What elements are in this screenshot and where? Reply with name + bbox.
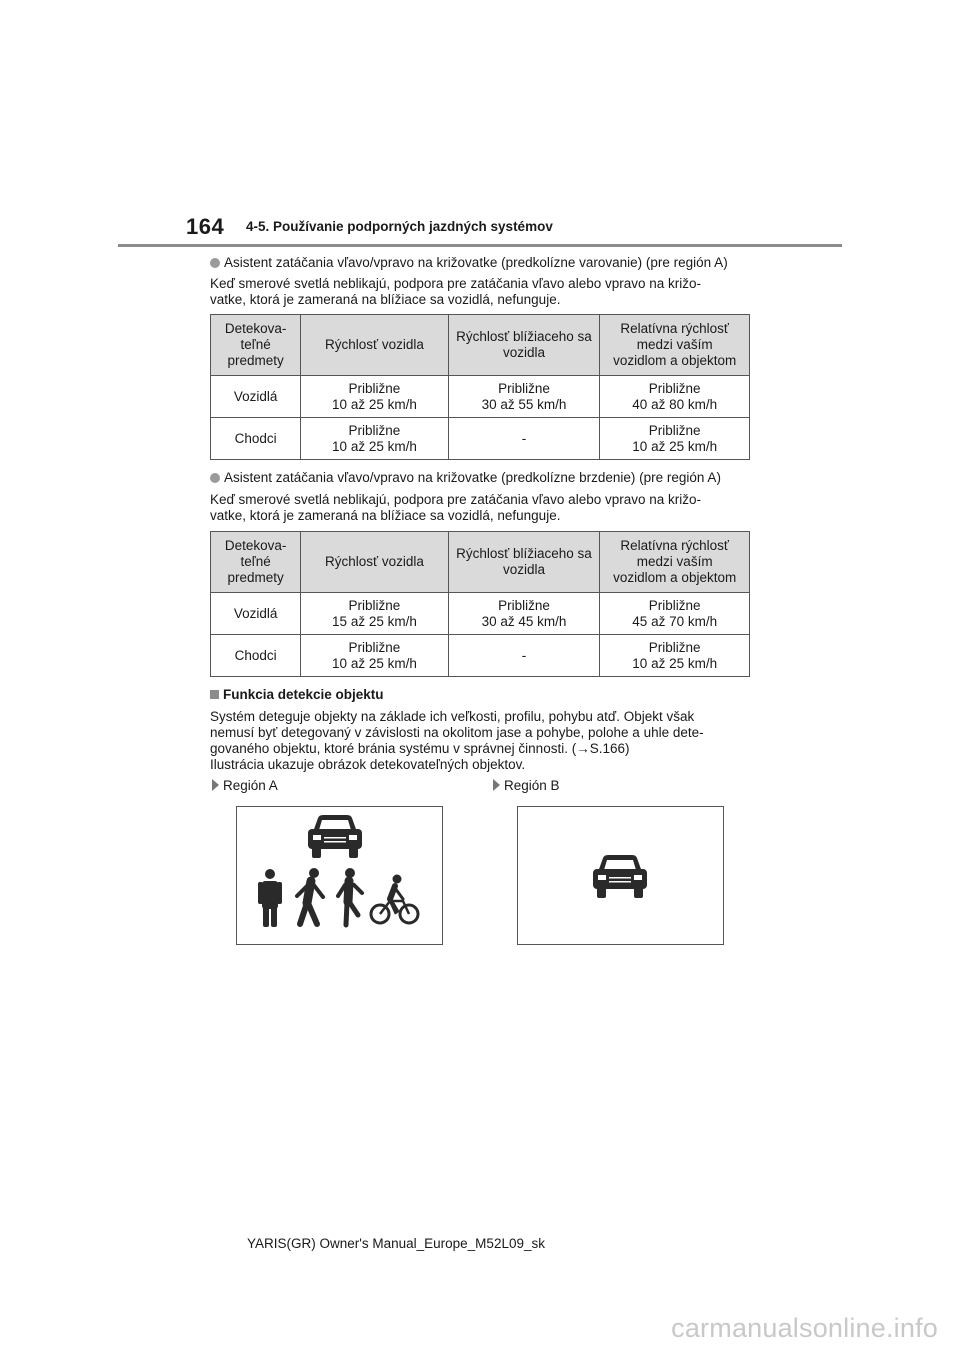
page-number: 164 — [186, 214, 225, 239]
cell-line: Rýchlosť vozidla — [325, 554, 424, 569]
cell-line: Relatívna rýchlosť — [620, 538, 729, 553]
cell-line: teľné — [240, 554, 271, 569]
table-header-row — [211, 532, 750, 593]
table-row — [211, 418, 750, 460]
cell-line: vozidlom a objektom — [613, 570, 737, 585]
bullet-warning — [210, 255, 728, 270]
cyclist-icon — [371, 875, 418, 924]
cell-line: medzi vaším — [636, 337, 713, 352]
pedestrian-walking-icon — [297, 868, 323, 924]
table-cell — [448, 418, 600, 460]
table-cell — [600, 376, 750, 418]
square-bullet-icon — [210, 690, 219, 699]
speed-table-warning — [210, 314, 750, 460]
cell-line: vozidla — [502, 345, 546, 360]
paragraph — [210, 276, 750, 308]
cell-line: predmety — [227, 570, 284, 585]
table-header-cell — [600, 532, 750, 593]
footer-text: YARIS(GR) Owner's Manual_Europe_M52L09_sk — [247, 1236, 545, 1251]
cell-line: 30 až 55 km/h — [481, 396, 567, 412]
cell-line: 10 až 25 km/h — [632, 438, 718, 454]
table-cell — [600, 593, 750, 635]
cell-line: 10 až 25 km/h — [632, 655, 718, 671]
region-a-text: Región A — [223, 778, 278, 793]
region-b-text: Región B — [504, 778, 560, 793]
table-row — [211, 376, 750, 418]
cell-line: 15 až 25 km/h — [332, 613, 417, 629]
cell-line: predmety — [227, 353, 284, 368]
cell-line: Približne — [348, 639, 401, 655]
table-cell — [600, 635, 750, 677]
cell-line: Rýchlosť vozidla — [325, 337, 424, 352]
section-title: 4-5. Používanie podporných jazdných systémov — [246, 219, 553, 234]
table-cell — [301, 635, 448, 677]
cell-line: 10 až 25 km/h — [332, 438, 417, 454]
detection-heading-text: Funkcia detekcie objektu — [223, 687, 384, 702]
cell-line: 10 až 25 km/h — [332, 396, 417, 412]
cell-line: - — [521, 430, 527, 446]
cell-line: Približne — [648, 639, 701, 655]
region-a-objects — [237, 807, 442, 944]
cell-line: Rýchlosť blížiaceho sa — [456, 329, 592, 344]
cell-line: vozidlom a objektom — [613, 353, 737, 368]
table-header-cell — [600, 315, 750, 376]
region-b-objects — [518, 807, 723, 944]
cell-line: Približne — [498, 597, 550, 613]
cell-line: Približne — [648, 597, 701, 613]
cell-line: Približne — [348, 380, 401, 396]
cell-line: 45 až 70 km/h — [632, 613, 718, 629]
paragraph-line: govaného objektu, ktoré bránia systému v správnej činnosti. (→S.166) — [210, 741, 630, 756]
paragraph-line: Systém deteguje objekty na základe ich veľkosti, profilu, pohybu atď. Objekt však — [210, 709, 695, 724]
cell-line: vozidla — [502, 562, 546, 577]
table-row — [211, 635, 750, 677]
footer — [0, 1236, 960, 1251]
bullet-text: Asistent zatáčania vľavo/vpravo na križovatke (predkolízne varovanie) (pre región A) — [224, 255, 728, 270]
table-cell — [211, 593, 301, 635]
table-header-cell — [301, 532, 448, 593]
paragraph-line: Ilustrácia ukazuje obrázok detekovateľných objektov. — [210, 757, 526, 772]
arrow-right-icon — [212, 779, 219, 791]
cell-line: medzi vaším — [636, 554, 713, 569]
table-cell — [301, 376, 448, 418]
paragraph-line: vatke, ktorá je zameraná na blížiace sa vozidlá, nefunguje. — [210, 508, 561, 523]
cell-line: Približne — [498, 380, 550, 396]
cell-line: Chodci — [234, 647, 277, 663]
cell-line: 40 až 80 km/h — [632, 396, 718, 412]
paragraph-line: vatke, ktorá je zameraná na blížiace sa vozidlá, nefunguje. — [210, 292, 561, 307]
table-cell — [211, 418, 301, 460]
cell-line: Chodci — [234, 430, 277, 446]
cell-line: teľné — [240, 337, 271, 352]
region-a-illustration — [236, 806, 443, 945]
cell-line: Približne — [348, 422, 401, 438]
cell-line: 30 až 45 km/h — [481, 613, 567, 629]
bullet-braking — [210, 470, 721, 485]
table-cell — [448, 593, 600, 635]
car-icon — [308, 815, 362, 858]
table-cell — [211, 376, 301, 418]
cell-line: Rýchlosť blížiaceho sa — [456, 546, 592, 561]
speed-table-braking — [210, 531, 750, 677]
cell-line: Detekova- — [224, 321, 287, 336]
table-header-cell — [448, 532, 600, 593]
arrow-right-icon — [493, 779, 500, 791]
pedestrian-running-icon — [338, 868, 362, 925]
cell-line: Relatívna rýchlosť — [620, 321, 729, 336]
paragraph-line: nemusí byť detegovaný v závislosti na okolitom jase a pohybe, polohe a uhle dete- — [210, 725, 704, 740]
table-header-cell — [448, 315, 600, 376]
paragraph — [210, 492, 750, 524]
cell-line: Detekova- — [224, 538, 287, 553]
bullet-dot-icon — [210, 258, 220, 268]
cell-line: Približne — [648, 422, 701, 438]
table-header-cell — [211, 315, 301, 376]
cell-line: 10 až 25 km/h — [332, 655, 417, 671]
bullet-text: Asistent zatáčania vľavo/vpravo na križovatke (predkolízne brzdenie) (pre región A) — [224, 470, 721, 485]
table-header-row — [211, 315, 750, 376]
car-icon — [593, 855, 647, 898]
cell-line: Vozidlá — [233, 388, 278, 404]
region-a-label — [212, 778, 278, 793]
detection-heading — [210, 687, 384, 702]
cell-line: Vozidlá — [233, 605, 278, 621]
detection-paragraph — [210, 709, 770, 773]
table-cell — [301, 593, 448, 635]
table-row — [211, 593, 750, 635]
pedestrian-standing-icon — [258, 869, 282, 927]
table-cell — [448, 376, 600, 418]
table-cell — [301, 418, 448, 460]
table-cell — [211, 635, 301, 677]
region-b-illustration — [517, 806, 724, 945]
paragraph-line: Keď smerové svetlá neblikajú, podpora pre zatáčania vľavo alebo vpravo na križo- — [210, 492, 702, 507]
table-header-cell — [301, 315, 448, 376]
table-cell — [448, 635, 600, 677]
region-b-label — [493, 778, 560, 793]
watermark: carmanualsonline.info — [671, 1313, 938, 1343]
table-header-cell — [211, 532, 301, 593]
cell-line: Približne — [648, 380, 701, 396]
cell-line: - — [521, 647, 527, 663]
table-cell — [600, 418, 750, 460]
paragraph-line: Keď smerové svetlá neblikajú, podpora pre zatáčania vľavo alebo vpravo na križo- — [210, 276, 702, 291]
cell-line: Približne — [348, 597, 401, 613]
header-rule — [118, 244, 842, 247]
bullet-dot-icon — [210, 473, 220, 483]
